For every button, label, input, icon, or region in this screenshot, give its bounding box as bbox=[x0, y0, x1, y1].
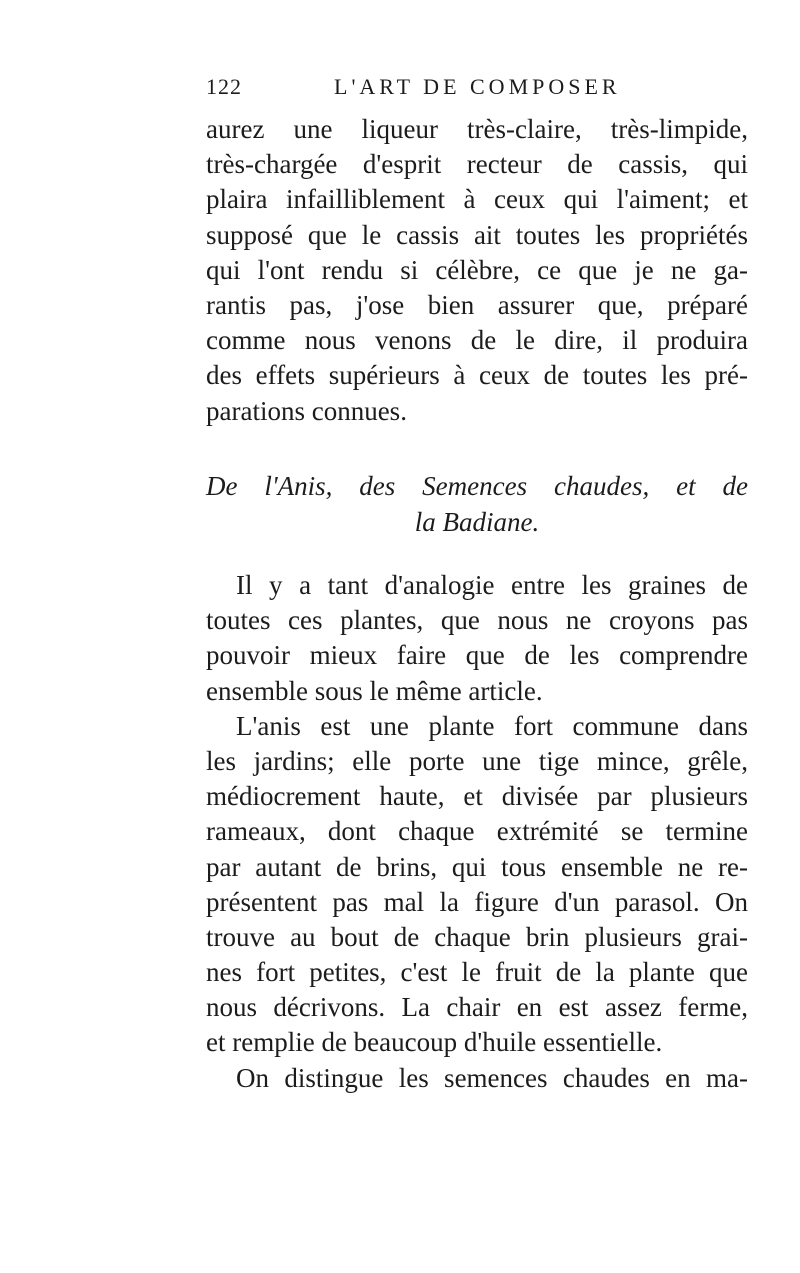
text-line: très-chargée d'esprit recteur de cassis, qui bbox=[206, 149, 748, 180]
text-line: toutes ces plantes, que nous ne croyons pas bbox=[206, 605, 748, 636]
text-line: qui l'ont rendu si célèbre, ce que je ne ga- bbox=[206, 254, 748, 285]
text-line: pouvoir mieux faire que de les comprendre bbox=[206, 640, 748, 671]
section-heading-line: De l'Anis, des Semences chaudes, et de bbox=[206, 471, 748, 501]
paragraph-continuation bbox=[206, 112, 748, 429]
page-number: 122 bbox=[206, 74, 242, 99]
text-line: On distingue les semences chaudes en ma- bbox=[236, 1062, 748, 1093]
text-line: comme nous venons de le dire, il produira bbox=[206, 325, 748, 356]
text-line: supposé que le cassis ait toutes les propriétés bbox=[206, 219, 748, 250]
text-line: plaira infailliblement à ceux qui l'aiment; et bbox=[206, 184, 748, 215]
text-line: parations connues. bbox=[206, 395, 407, 426]
text-line: ensemble sous le même article. bbox=[206, 675, 543, 706]
text-line: médiocrement haute, et divisée par plusieurs bbox=[206, 781, 748, 812]
text-line: par autant de brins, qui tous ensemble ne re- bbox=[206, 851, 748, 882]
text-line: rantis pas, j'ose bien assurer que, préparé bbox=[206, 289, 748, 320]
text-line: Il y a tant d'analogie entre les graines de bbox=[236, 570, 748, 600]
text-line: nes fort petites, c'est le fruit de la plante que bbox=[206, 957, 748, 988]
text-line: aurez une liqueur très-claire, très-limpide, bbox=[206, 114, 748, 144]
section-body bbox=[206, 568, 748, 1096]
text-line: et remplie de beaucoup d'huile essentielle. bbox=[206, 1027, 663, 1058]
text-line: présentent pas mal la figure d'un parasol. On bbox=[206, 886, 748, 917]
section-heading bbox=[206, 468, 748, 540]
running-title: L'ART DE COMPOSER bbox=[334, 74, 621, 99]
running-head bbox=[206, 74, 746, 106]
text-line: L'anis est une plante fort commune dans bbox=[236, 710, 748, 741]
section-heading-line: la Badiane. bbox=[414, 507, 540, 537]
text-line: trouve au bout de chaque brin plusieurs grai- bbox=[206, 921, 748, 952]
text-line: des effets supérieurs à ceux de toutes les pré- bbox=[206, 360, 748, 391]
text-line: les jardins; elle porte une tige mince, grêle, bbox=[206, 745, 748, 776]
text-line: rameaux, dont chaque extrémité se termine bbox=[206, 816, 748, 847]
text-line: nous décrivons. La chair en est assez ferme, bbox=[206, 992, 748, 1023]
